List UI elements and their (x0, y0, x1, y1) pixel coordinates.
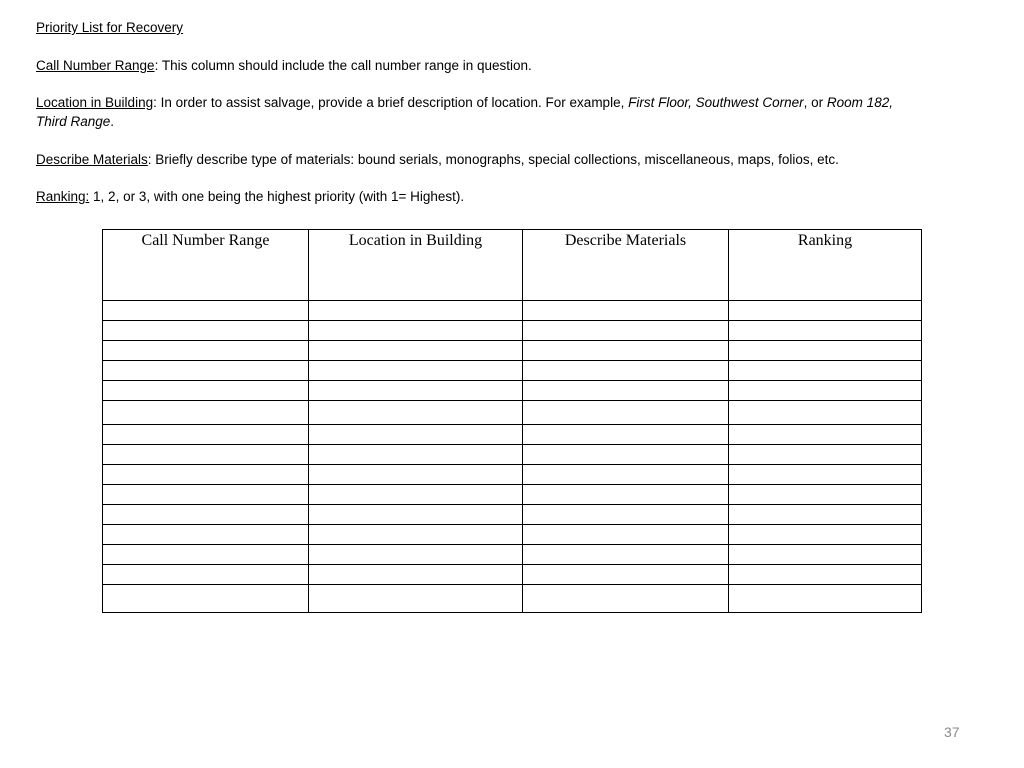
cell-describe-materials[interactable] (523, 445, 729, 465)
table-row (103, 465, 922, 485)
cell-location-in-building[interactable] (309, 585, 523, 613)
cell-call-number-range[interactable] (103, 525, 309, 545)
cell-location-in-building[interactable] (309, 341, 523, 361)
table-row (103, 585, 922, 613)
cell-describe-materials[interactable] (523, 401, 729, 425)
table-row (103, 381, 922, 401)
table-row (103, 505, 922, 525)
cell-ranking[interactable] (729, 445, 922, 465)
cell-call-number-range[interactable] (103, 301, 309, 321)
cell-location-in-building[interactable] (309, 381, 523, 401)
call-number-term: Call Number Range (36, 58, 155, 73)
cell-call-number-range[interactable] (103, 341, 309, 361)
cell-location-in-building[interactable] (309, 301, 523, 321)
cell-ranking[interactable] (729, 321, 922, 341)
location-separator: , or (803, 95, 827, 110)
cell-call-number-range[interactable] (103, 465, 309, 485)
cell-location-in-building[interactable] (309, 545, 523, 565)
call-number-text: : This column should include the call number range in question. (154, 58, 532, 73)
cell-ranking[interactable] (729, 505, 922, 525)
cell-location-in-building[interactable] (309, 445, 523, 465)
table-row (103, 361, 922, 381)
cell-describe-materials[interactable] (523, 321, 729, 341)
cell-describe-materials[interactable] (523, 525, 729, 545)
cell-describe-materials[interactable] (523, 545, 729, 565)
table-row (103, 445, 922, 465)
cell-call-number-range[interactable] (103, 321, 309, 341)
location-example-1: First Floor, Southwest Corner (628, 95, 804, 110)
ranking-text: 1, 2, or 3, with one being the highest priority (with 1= Highest). (89, 189, 465, 204)
cell-describe-materials[interactable] (523, 465, 729, 485)
header-ranking: Ranking (729, 230, 922, 301)
table-row (103, 425, 922, 445)
location-description (36, 93, 914, 131)
cell-ranking[interactable] (729, 525, 922, 545)
cell-describe-materials[interactable] (523, 485, 729, 505)
cell-call-number-range[interactable] (103, 381, 309, 401)
cell-location-in-building[interactable] (309, 321, 523, 341)
cell-describe-materials[interactable] (523, 425, 729, 445)
cell-describe-materials[interactable] (523, 585, 729, 613)
location-example-2: Room 182, Third Range (36, 95, 893, 129)
table-row (103, 401, 922, 425)
location-text: : In order to assist salvage, provide a brief description of location. For example, (153, 95, 629, 110)
ranking-description (36, 187, 914, 206)
cell-call-number-range[interactable] (103, 401, 309, 425)
cell-describe-materials[interactable] (523, 381, 729, 401)
cell-ranking[interactable] (729, 565, 922, 585)
cell-ranking[interactable] (729, 401, 922, 425)
cell-location-in-building[interactable] (309, 485, 523, 505)
table-row (103, 545, 922, 565)
cell-call-number-range[interactable] (103, 565, 309, 585)
cell-ranking[interactable] (729, 361, 922, 381)
describe-text: : Briefly describe type of materials: bound serials, monographs, special collections, miscellaneous, maps, folios, etc. (147, 152, 839, 167)
cell-call-number-range[interactable] (103, 505, 309, 525)
location-term: Location in Building (36, 95, 154, 110)
table-row (103, 565, 922, 585)
cell-location-in-building[interactable] (309, 565, 523, 585)
describe-term: Describe Materials (36, 152, 148, 167)
table-row (103, 485, 922, 505)
cell-call-number-range[interactable] (103, 361, 309, 381)
cell-location-in-building[interactable] (309, 401, 523, 425)
location-end: . (110, 114, 115, 129)
cell-ranking[interactable] (729, 485, 922, 505)
cell-describe-materials[interactable] (523, 505, 729, 525)
table-row (103, 525, 922, 545)
cell-ranking[interactable] (729, 381, 922, 401)
describe-materials-description (36, 150, 914, 169)
table-body (103, 301, 922, 613)
table-row (103, 341, 922, 361)
document-title (36, 18, 914, 37)
page-number: 37 (944, 724, 960, 740)
cell-call-number-range[interactable] (103, 485, 309, 505)
cell-ranking[interactable] (729, 301, 922, 321)
cell-location-in-building[interactable] (309, 505, 523, 525)
cell-ranking[interactable] (729, 341, 922, 361)
header-location-in-building: Location in Building (309, 230, 523, 301)
cell-ranking[interactable] (729, 465, 922, 485)
table-header-row (103, 230, 922, 301)
table-row (103, 321, 922, 341)
cell-ranking[interactable] (729, 585, 922, 613)
priority-table (102, 229, 922, 613)
cell-call-number-range[interactable] (103, 545, 309, 565)
cell-describe-materials[interactable] (523, 301, 729, 321)
cell-location-in-building[interactable] (309, 425, 523, 445)
table-row (103, 301, 922, 321)
header-call-number-range: Call Number Range (103, 230, 309, 301)
cell-location-in-building[interactable] (309, 465, 523, 485)
cell-call-number-range[interactable] (103, 585, 309, 613)
call-number-description (36, 56, 914, 75)
cell-call-number-range[interactable] (103, 445, 309, 465)
cell-describe-materials[interactable] (523, 361, 729, 381)
cell-describe-materials[interactable] (523, 341, 729, 361)
cell-location-in-building[interactable] (309, 525, 523, 545)
ranking-term: Ranking: (36, 189, 90, 204)
title-text: Priority List for Recovery (36, 20, 184, 35)
cell-ranking[interactable] (729, 425, 922, 445)
cell-describe-materials[interactable] (523, 565, 729, 585)
cell-location-in-building[interactable] (309, 361, 523, 381)
cell-ranking[interactable] (729, 545, 922, 565)
cell-call-number-range[interactable] (103, 425, 309, 445)
header-describe-materials: Describe Materials (523, 230, 729, 301)
